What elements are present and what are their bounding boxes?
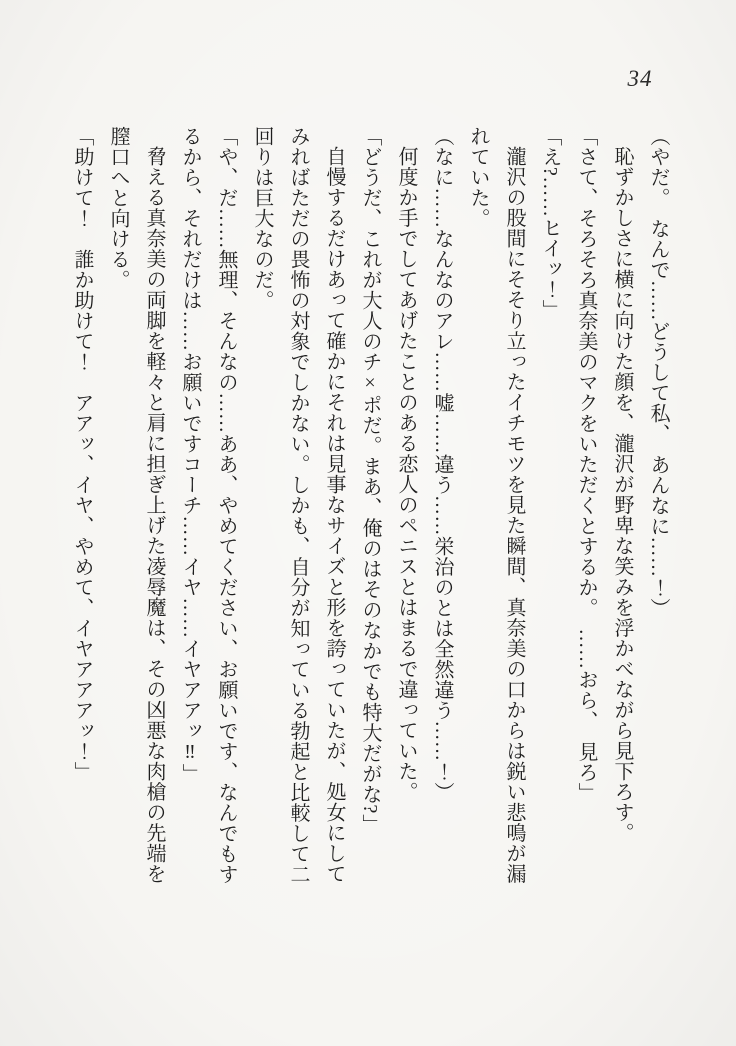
paragraph: 「助けて！ 誰か助けて！ アアッ、イヤ、やめて、イヤアアアッ！」 [71,126,93,782]
paragraph: 恥ずかしさに横に向けた顔を、瀧沢が野卑な笑みを浮かべながら見下ろす。 [611,146,633,843]
paragraph: （やだ。 なんで……どうして私、 あんなに……！） [647,126,669,619]
paragraph: 「さて、そろそろ真奈美のマクをいただくとするか。 ……おら、 見ろ」 [575,126,597,803]
paragraph: 自慢するだけあって確かにそれは見事なサイズと形を誇っていたが、処女にしてみればただの畏怖の対象でしかない。しかも、自分が知っている勃起と比較して二回りは巨大なのだ。 [251,126,345,885]
paragraph: 脅える真奈美の両脚を軽々と肩に担ぎ上げた凌辱魔は、その凶悪な肉槍の先端を膣口へと向ける。 [107,126,165,884]
paragraph: 何度か手でしてあげたことのある恋人のペニスとはまるで違っていた。 [395,146,417,802]
paragraph: （なに……なんなのアレ……嘘……違う……栄治のとは全然違う……！） [431,126,453,803]
paragraph: 「や、だ……無理、そんなの……ああ、やめてください、お願いです、なんでもするから、それだけは……お願いですコーチ……イヤ……イヤアアッ‼」 [179,126,237,885]
paragraph: 「どうだ、これが大人のチ×ポだ。まあ、俺のはそのなかでも特大だがな?」 [359,126,381,835]
text-block [64,126,676,892]
paragraph: 瀧沢の股間にそそり立ったイチモツを見た瞬間、真奈美の口からは鋭い悲鳴が漏れていた。 [467,126,525,884]
page-number: 34 [627,66,653,91]
paragraph: 「え?……ヒイッ！」 [539,126,561,320]
